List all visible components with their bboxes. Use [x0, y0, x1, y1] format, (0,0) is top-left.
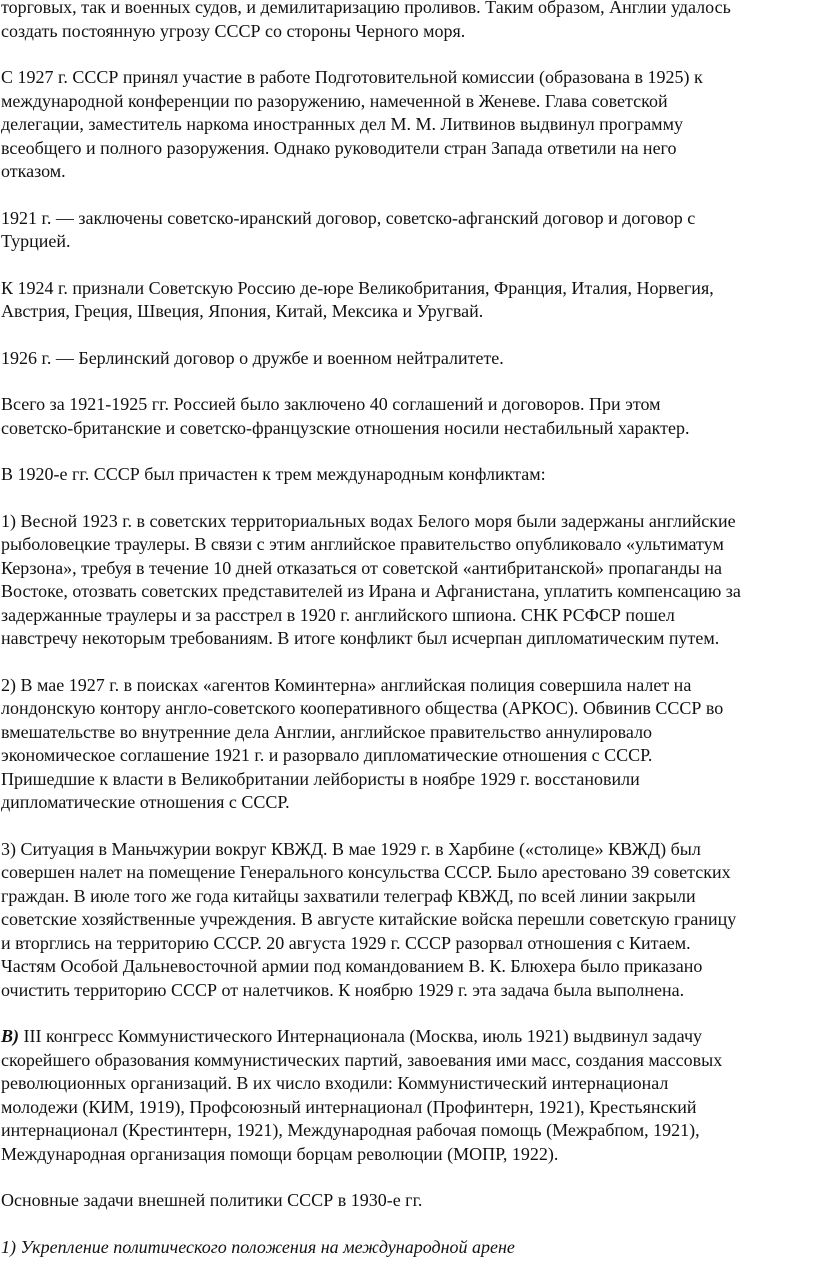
- paragraph-1921-treaties: 1921 г. — заключены советско-иранский договор, советско-афганский договор и договор с Турцией.: [1, 207, 696, 251]
- comintern-text: III конгресс Коммунистического Интернационала (Москва, июль 1921) выдвинул задачу скорейшего образования коммунистических партий, завоевания ими масс, создания массовых революционных организаций. В их число входили: Коммунистический интернационал молодежи (КИМ, 1919), Профсоюзный интернационал (Профинтерн, 1921), Крестьянский интернационал (Крестинтерн, 1921), Международная рабочая помощь (Межрабпом, 1921), Международная организация помощи борцам революции (МОПР, 1922).: [1, 1026, 723, 1164]
- paragraph-agreements-total: Всего за 1921-1925 гг. Россией было заключено 40 соглашений и договоров. При этом советско-британские и советско-французские отношения носили нестабильный характер.: [1, 394, 690, 438]
- section-marker-v: В): [1, 1026, 19, 1046]
- document-page: [1, 0, 813, 1282]
- paragraph-conflicts-intro: В 1920-е гг. СССР был причастен к трем международным конфликтам:: [1, 464, 546, 484]
- paragraph-comintern-congress: [1, 1025, 813, 1166]
- task-item-1: 1) Укрепление политического положения на международной арене: [1, 1236, 515, 1257]
- paragraph-conflict-1927: 2) В мае 1927 г. в поисках «агентов Коминтерна» английская полиция совершила налет на лондонскую контору англо-советского кооперативного общества (АРКОС). Обвинив СССР во вмешательстве во внутренние дела Англии, английское правительство аннулировало экономическое соглашение 1921 г. и разорвало дипломатические отношения с СССР. Пришедшие к власти в Великобритании лейбористы в ноябре 1929 г. восстановили дипломатические отношения с СССР.: [1, 674, 724, 812]
- paragraph-black-sea: торговых, так и военных судов, и демилитаризацию проливов. Таким образом, Англии удалось создать постоянную угрозу СССР со стороны Черного моря.: [1, 0, 731, 41]
- paragraph-conflict-1923: 1) Весной 1923 г. в советских территориальных водах Белого моря были задержаны английские рыболовецкие траулеры. В связи с этим английское правительство опубликовало «ультиматум Керзона», требуя в течение 10 дней отказаться от советской «антибританской» пропаганды на Востоке, отозвать советских представителей из Ирана и Афганистана, уплатить компенсацию за задержанные траулеры и за расстрел в 1920 г. английского шпиона. СНК РСФСР пошел навстречу некоторым требованиям. В итоге конфликт был исчерпан дипломатическим путем.: [1, 510, 741, 648]
- paragraph-1926-berlin-treaty: 1926 г. — Берлинский договор о дружбе и военном нейтралитете.: [1, 347, 504, 368]
- paragraph-conflict-kvzhd: 3) Ситуация в Маньчжурии вокруг КВЖД. В мае 1929 г. в Харбине («столице» КВЖД) был совершен налет на помещение Генерального консульства СССР. Было арестовано 39 советских граждан. В июле того же года китайцы захватили телеграф КВЖД, по всей линии закрыли советские хозяйственные учреждения. В августе китайские войска перешли советскую границу и вторглись на территорию СССР. 20 августа 1929 г. СССР разорвал отношения с Китаем. Частям Особой Дальневосточной армии под командованием В. К. Блюхера было приказано очистить территорию СССР от налетчиков. К ноябрю 1929 г. эта задача была выполнена.: [1, 838, 737, 1000]
- paragraph-disarmament-commission: С 1927 г. СССР принял участие в работе Подготовительной комиссии (образована в 1925) к международной конференции по разоружению, намеченной в Женеве. Глава советской делегации, заместитель наркома иностранных дел М. М. Литвинов выдвинул программу всеобщего и полного разоружения. Однако руководители стран Запада ответили на него отказом.: [1, 67, 703, 181]
- heading-1930s-tasks: Основные задачи внешней политики СССР в 1930-е гг.: [1, 1190, 423, 1210]
- paragraph-1924-recognition: К 1924 г. признали Советскую Россию де-юре Великобритания, Франция, Италия, Норвегия, Австрия, Греция, Швеция, Япония, Китай, Мексика и Уругвай.: [1, 277, 714, 321]
